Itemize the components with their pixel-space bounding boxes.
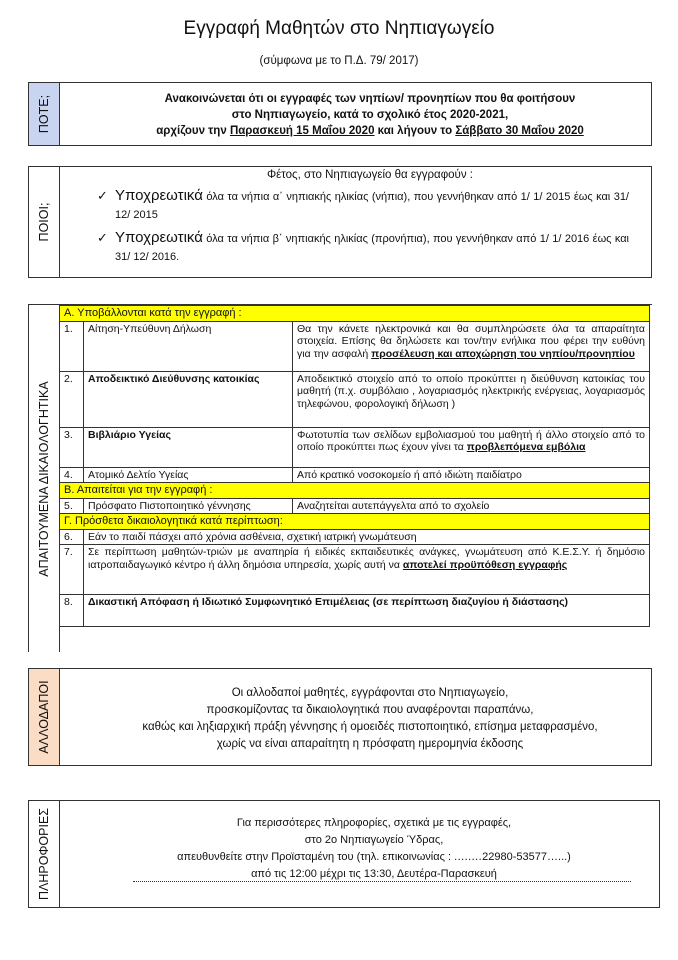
info-label-column [29,801,60,907]
table-row: 2. Αποδεικτικό Διεύθυνσης κατοικίας Αποδεικτικό στοιχείο από το οποίο προκύπτει η διεύθυνση κατοικίας του μαθητή (π.χ. συμβόλαιο , λογαριασμός ηλεκτρικής ενέργειας, λογαριασμός τηλεφώνου, φορολογική δήλωση ) [60,371,650,427]
table-row: 7. Σε περίπτωση μαθητών-τριών με αναπηρία ή ειδικές εκπαιδευτικές ανάγκες, γνωμάτευση από Κ.Ε.Σ.Υ. ή δημόσιο ιατροπαιδαγωγικό κέντρο ή άλλη δημόσια υπηρεσία, χωρίς αυτή να αποτελεί προϋπόθεση εγγραφής [60,545,650,595]
section-a-heading: Α. Υποβάλλονται κατά την εγγραφή : [60,306,650,322]
page-subtitle: (σύμφωνα με το Π.Δ. 79/ 2017) [259,55,419,67]
documents-section [28,304,652,652]
info-label: ΠΛΗΡΟΦΟΡΙΕΣ [37,807,51,901]
when-text [89,91,651,139]
documents-label: ΑΠΑΙΤΟΥΜΕΝΑ ΔΙΚΑΙΟΛΟΓΗΤΙΚΑ [37,380,51,577]
table-row: 8. Δικαστική Απόφαση ή Ιδιωτικό Συμφωνητικό Επιμέλειας (σε περίπτωση διαζυγίου ή διάστασης) [60,595,650,627]
dotted-line [133,881,631,882]
section-b-heading: Β. Απαιτείται για την εγγραφή : [60,483,650,499]
foreign-section [28,668,652,766]
section-b-row [60,483,650,499]
when-line-3: αρχίζουν την Παρασκευή 15 Μαΐου 2020 και λήγουν το Σάββατο 30 Μαΐου 2020 [156,125,584,137]
who-heading: Φέτος, στο Νηπιαγωγείο θα εγγραφούν : [266,169,473,181]
page-title: Εγγραφή Μαθητών στο Νηπιαγωγείο [183,18,495,39]
table-row: 1. Αίτηση-Υπεύθυνη Δήλωση Θα την κάνετε ηλεκτρονικά και θα συμπληρώσετε όλα τα απαραίτητα στοιχεία. Επίσης θα δηλώσετε και τον/την ενήλικα που φέρει την ευθύνη για την ασφαλή προσέλευση και αποχώρηση του νηπίου/προνηπίου [60,321,650,371]
when-line-2: στο Νηπιαγωγείο, κατά το σχολικό έτος 2020-2021, [231,109,509,121]
when-label: ΠΟΤΕ; [37,94,51,134]
info-section [28,800,660,908]
section-c-row [60,514,650,530]
documents-table [59,305,650,627]
who-label: ΠΟΙΟΙ; [37,202,51,242]
start-date: Παρασκευή 15 Μαΐου 2020 [229,125,375,137]
who-item: ✓ Υποχρεωτικά όλα τα νήπια β΄ νηπιακής ηλικίας (προνήπια), που γεννήθηκαν από 1/ 1/ 2016 έως και 31/ 12/ 2016. [97,229,629,263]
table-row: 5. Πρόσφατο Πιστοποιητικό γέννησης Αναζητείται αυτεπάγγελτα από το σχολείο [60,498,650,514]
info-text: Για περισσότερες πληροφορίες, σχετικά με τις εγγραφές, στο 2ο Νηπιαγωγείο Ύδρας, απευθυνθείτε στην Προϊσταμένη του (τηλ. επικοινωνίας : .….…22980-53577…...) από τις 12:00 μέχρι τις 13:30, Δευτέρα-Παρασκευή [177,817,571,880]
when-section [28,82,652,146]
who-section [28,166,652,278]
table-row: 6. Εάν το παιδί πάσχει από χρόνια ασθένεια, σχετική ιατρική γνωμάτευση [60,529,650,545]
table-row: 3. Βιβλιάριο Υγείας Φωτοτυπία των σελίδων εμβολιασμού του μαθητή ή άλλο στοιχείο από το οποίο προκύπτει πως έχουν γίνει τα προβλεπόμενα εμβόλια [60,427,650,467]
table-row: 4. Ατομικό Δελτίο Υγείας Από κρατικό νοσοκομείο ή από ιδιώτη παιδίατρο [60,467,650,483]
foreign-label: ΑΛΛΟΔΑΠΟΙ [37,680,51,754]
checkmark-icon: ✓ [97,230,108,245]
documents-label-column [29,305,60,652]
section-c-heading: Γ. Πρόσθετα δικαιολογητικά κατά περίπτωση: [60,514,650,530]
who-label-column [29,167,60,277]
foreign-label-column [29,669,60,765]
when-line-1: Ανακοινώνεται ότι οι εγγραφές των νηπίων/ προνηπίων που θα φοιτήσουν [164,93,576,105]
section-a-row [60,306,650,322]
end-date: Σάββατο 30 Μαΐου 2020 [455,125,584,137]
foreign-text: Οι αλλοδαποί μαθητές, εγγράφονται στο Νηπιαγωγείο, προσκομίζοντας τα δικαιολογητικά που αναφέρονται παραπάνω, καθώς και ληξιαρχική πράξη γέννησης ή ομοειδές πιστοποιητικό, επίσημα μεταφρασμένο, χωρίς να είναι απαραίτητη η πρόσφατη ημερομηνία έκδοσης [142,687,598,750]
checkmark-icon: ✓ [97,188,108,203]
who-item: ✓ Υποχρεωτικά όλα τα νήπια α΄ νηπιακής ηλικίας (νήπια), που γεννήθηκαν από 1/ 1/ 2015 έως και 31/ 12/ 2015 [97,187,629,221]
when-label-column [29,83,60,145]
